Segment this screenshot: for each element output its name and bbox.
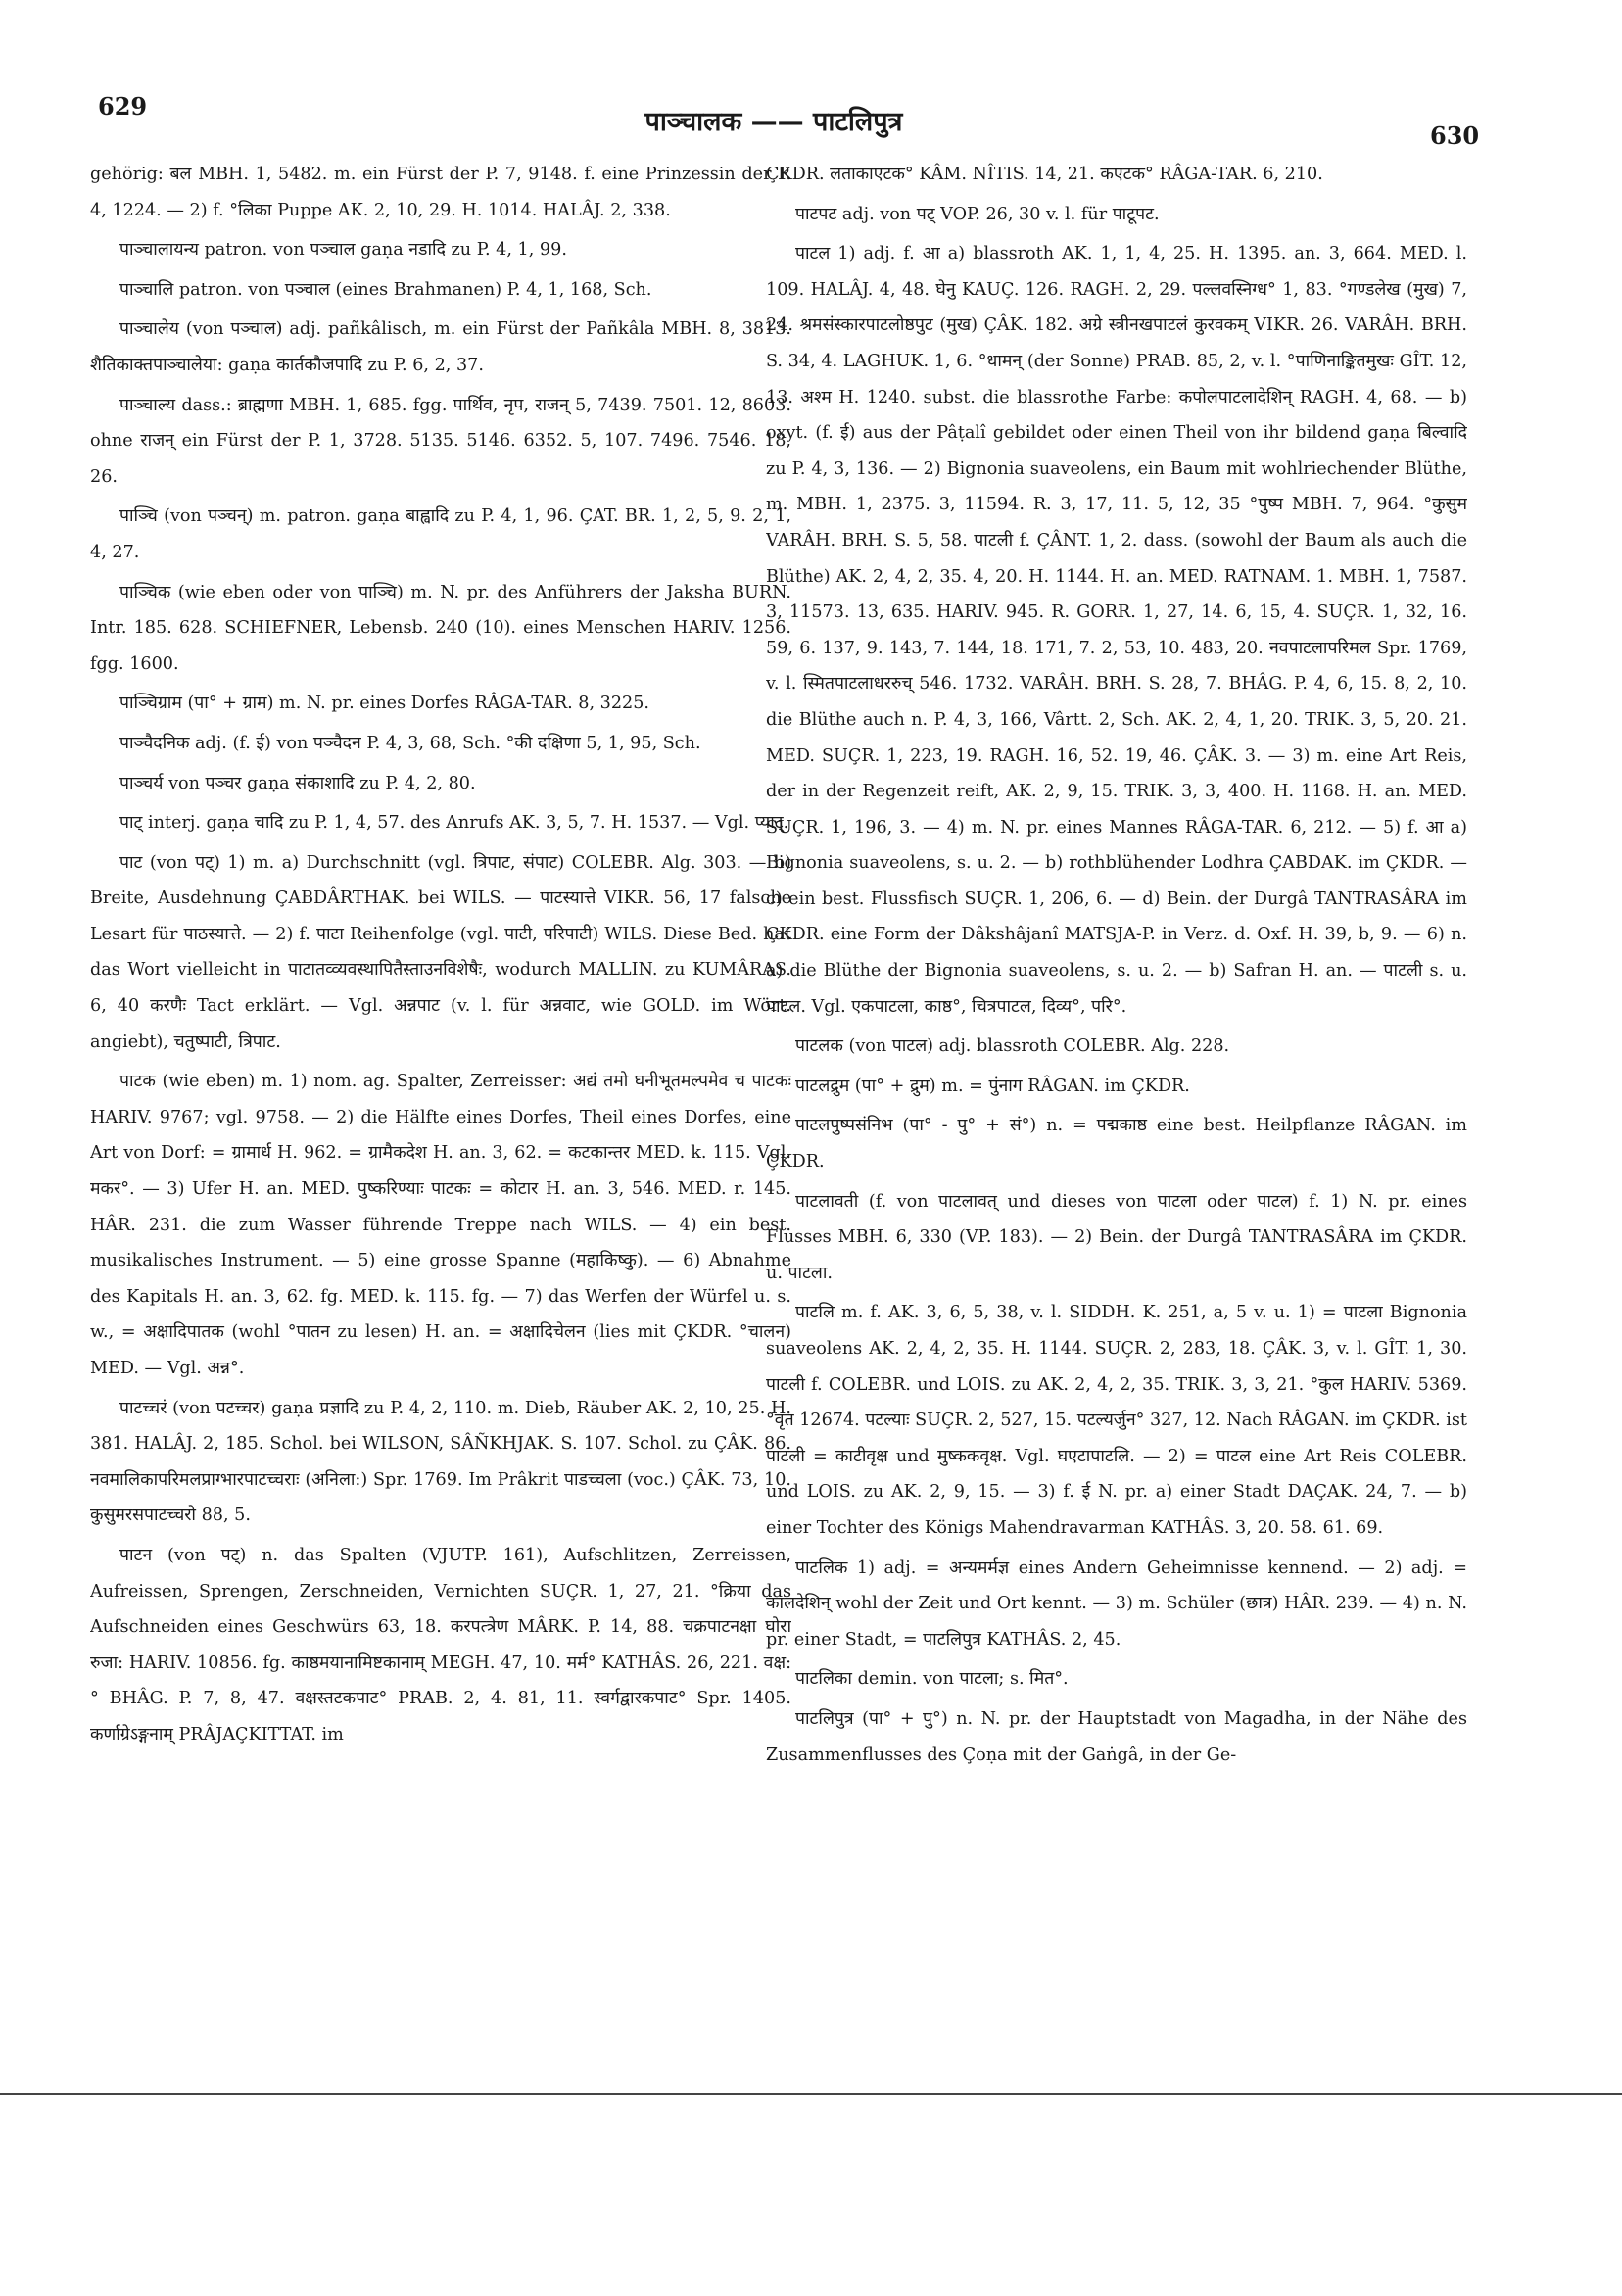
running-head: पाञ्चालक —— पाटलिपुत्र: [644, 107, 903, 137]
dictionary-entry: पाटल 1) adj. f. आ a) blassroth AK. 1, 1, 4, 25. H. 1395. an. 3, 664. MED. l. 109. HALÂJ. 4, 48. घेनु KAUÇ. 126. RAGH. 2, 29. पल्लवस्निग्ध° 1, 83. °गण्डलेख (मुख) 7, 24. श्रमसंस्कारपाटलोष्ठपुट (मुख) ÇÂK. 182. अग्रे स्त्रीनखपाटलं कुरवकम् VIKR. 26. VARÂH. BRH. S. 34, 4. LAGHUK. 1, 6. °धामन् (der Sonne) PRAB. 85, 2, v. l. °पाणिनाङ्कितमुखः GÎT. 12, 13. अश्म H. 1240. subst. die blassrothe Farbe: कपोलपाटलादेशिन् RAGH. 4, 68. — b) oxyt. (f. ई) aus der Pâṭalî gebildet oder einen Theil von ihr bildend gaṇa बिल्वादि zu P. 4, 3, 136. — 2) Bignonia suaveolens, ein Baum mit wohlriechender Blüthe, m. MBH. 1, 2375. 3, 11594. R. 3, 17, 11. 5, 12, 35 °पुष्प MBH. 7, 964. °कुसुम VARÂH. BRH. S. 5, 58. पाटली f. ÇÂNT. 1, 2. dass. (sowohl der Baum als auch die Blüthe) AK. 2, 4, 2, 35. 4, 20. H. 1144. H. an. MED. RATNAM. 1. MBH. 1, 7587. 3, 11573. 13, 635. HARIV. 945. R. GORR. 1, 27, 14. 6, 15, 4. SUÇR. 1, 32, 16. 59, 6. 137, 9. 143, 7. 144, 18. 171, 7. 2, 53, 10. 483, 20. नवपाटलापरिमल Spr. 1769, v. l. स्मितपाटलाधररुच् 546. 1732. VARÂH. BRH. S. 28, 7. BHÂG. P. 4, 6, 15. 8, 2, 10. die Blüthe auch n. P. 4, 3, 166, Vârtt. 2, Sch. AK. 2, 4, 1, 20. TRIK. 3, 5, 20. 21. MED. SUÇR. 1, 223, 19. RAGH. 16, 52. 19, 46. ÇÂK. 3. — 3) m. eine Art Reis, der in der Regenzeit reift, AK. 2, 9, 15. TRIK. 3, 3, 400. H. 1168. H. an. MED. SUÇR. 1, 196, 3. — 4) m. N. pr. eines Mannes RÂGA-TAR. 6, 212. — 5) f. आ a) Bignonia suaveolens, s. u. 2. — b) rothblühender Lodhra ÇABDAK. im ÇKDR. — c) ein best. Flussfisch SUÇR. 1, 206, 6. — d) Bein. der Durgâ TANTRASÂRA im ÇKDR. eine Form der Dâkshâjanî MATSJA-P. in Verz. d. Oxf. H. 39, b, 9. — 6) n. a) die Blüthe der Bignonia suaveolens, s. u. 2. — b) Safran H. an. — पाटली s. u. पाटल. Vgl. एकपाटला, काष्ठ°, चित्रपाटल, दिव्य°, परि°.: [766, 244, 1467, 1017]
dictionary-entry: पाटलक (von पाटल) adj. blassroth COLEBR. Alg. 228.: [795, 1036, 1230, 1057]
page-number-right: 630: [1430, 121, 1480, 150]
dictionary-entry: पाञ्चिग्राम (पा° + ग्राम) m. N. pr. eines Dorfes RÂGA-TAR. 8, 3225.: [119, 694, 650, 714]
dictionary-entry: पाञ्चर्य von पञ्चर gaṇa संकाशादि zu P. 4, 2, 80.: [119, 773, 476, 793]
bottom-rule: [0, 2093, 1622, 2095]
dictionary-entry: पाञ्चि (von पञ्चन्) m. patron. gaṇa बाह्वादि zu P. 4, 1, 96. ÇAT. BR. 1, 2, 5, 9. 2, 1, 4, 27.: [90, 506, 791, 562]
dictionary-entry: पाटच्चरं (von पटच्चर) gaṇa प्रज्ञादि zu P. 4, 2, 110. m. Dieb, Räuber AK. 2, 10, 25. H. 381. HALÂJ. 2, 185. Schol. bei WILSON, SÂÑKHJAK. S. 107. Schol. zu ÇÂK. 86. नवमालिकापरिमलप्राग्भारपाटच्चराः (अनिला:) Spr. 1769. Im Prâkrit पाडच्चला (voc.) ÇÂK. 73, 10. कुसुमरसपाटच्चरो 88, 5.: [90, 1398, 791, 1526]
dictionary-entry: पाटलपुष्पसंनिभ (पा° - पु° + सं°) n. = पद्मकाष्ठ eine best. Heilpflanze RÂGAN. im ÇKDR.: [766, 1116, 1467, 1172]
dictionary-entry: पाटन (von पट्) n. das Spalten (VJUTP. 161), Aufschlitzen, Zerreissen, Aufreissen, Sprengen, Zerschneiden, Vernichten SUÇR. 1, 27, 21. °क्रिया das Aufschneiden eines Geschwürs 63, 18. करपत्त्रेण MÂRK. P. 14, 88. चक्रपाटनक्षा घोरा रुजा: HARIV. 10856. fg. काष्ठमयानामिष्टकानाम् MEGH. 47, 10. मर्म° KATHÂS. 26, 221. वक्ष:° BHÂG. P. 7, 8, 47. वक्षस्तटकपाट° PRAB. 2, 4. 81, 11. स्वर्गद्वारकपाट° Spr. 1405. कर्णाग्रेऽङ्गनाम् PRÂJAÇKITTAT. im: [90, 1545, 791, 1745]
dictionary-entry: पाट (von पट्) 1) m. a) Durchschnitt (vgl. त्रिपाट, संपाट) COLEBR. Alg. 303. — b) Breite, Ausdehnung ÇABDÂRTHAK. bei WILS. — पाटस्यात्ते VIKR. 56, 17 falsche Lesart für पाठस्यात्ते. — 2) f. पाटा Reihenfolge (vgl. पाटी, परिपाटी) WILS. Diese Bed. hat das Wort vielleicht in पाटातव्व्यवस्थापितैस्ताउनविशेषैः, wodurch MALLIN. zu KUMÂRAS. 6, 40 करणैः Tact erklärt. — Vgl. अन्नपाट (v. l. für अन्नवाट, wie GOLD. im Wört. angiebt), चतुष्पाटी, त्रिपाट.: [90, 852, 791, 1052]
dictionary-entry: पाटलिक 1) adj. = अन्यमर्मज्ञ eines Andern Geheimnisse kennend. — 2) adj. = कालदेशिन् wohl der Zeit und Ort kennt. — 3) m. Schüler (छात्र) HÂR. 239. — 4) n. N. pr. einer Stadt, = पाटलिपुत्र KATHÂS. 2, 45.: [766, 1557, 1467, 1650]
dictionary-entry: पाञ्चैदनिक adj. (f. ई) von पञ्चैदन P. 4, 3, 68, Sch. °की दक्षिणा 5, 1, 95, Sch.: [119, 733, 701, 753]
dictionary-entry: ÇKDR. लताकाएटक° KÂM. NÎTIS. 14, 21. कएटक° RÂGA-TAR. 6, 210.: [766, 165, 1323, 184]
dictionary-entry: पाञ्चाल्य dass.: ब्राह्मणा MBH. 1, 685. fgg. पार्थिव, नृप, राजन् 5, 7439. 7501. 12, 8603. ohne राजन् ein Fürst der P. 1, 3728. 5135. 5146. 6352. 5, 107. 7496. 7546. 18, 26.: [90, 395, 791, 487]
dictionary-entry: पाट् interj. gaṇa चादि zu P. 1, 4, 57. des Anrufs AK. 3, 5, 7. H. 1537. — Vgl. प्याट्.: [119, 813, 789, 834]
dictionary-entry: पाञ्चालेय (von पञ्चाल) adj. pañkâlisch, m. ein Fürst der Pañkâla MBH. 8, 3813. शैतिकाक्तपाञ्चालेया: gaṇa कार्तकौजपादि zu P. 6, 2, 37.: [90, 319, 791, 375]
page-number-left: 629: [98, 92, 148, 120]
dictionary-entry: पाटक (wie eben) m. 1) nom. ag. Spalter, Zerreisser: अद्यं तमो घनीभूतमल्पमेव च पाटकः HARIV. 9767; vgl. 9758. — 2) die Hälfte eines Dorfes, Theil eines Dorfes, eine Art von Dorf: = ग्रामार्ध H. 962. = ग्रामैकदेश H. an. 3, 62. = कटकान्तर MED. k. 115. Vgl. मकर°. — 3) Ufer H. an. MED. पुष्करिण्याः पाटकः = कोटार H. an. 3, 546. MED. r. 145. HÂR. 231. die zum Wasser führende Treppe nach WILS. — 4) ein best. musikalisches Instrument. — 5) eine grosse Spanne (महाकिष्कु). — 6) Abnahme des Kapitals H. an. 3, 62. fg. MED. k. 115. fg. — 7) das Werfen der Würfel u. s. w., = अक्षादिपातक (wohl °पातन zu lesen) H. an. = अक्षादिचेलन (lies mit ÇKDR. °चालन) MED. — Vgl. अन्न°.: [90, 1072, 791, 1378]
dictionary-entry: पाटलिका demin. von पाटला; s. मित°.: [795, 1669, 1069, 1690]
dictionary-entry: पाटपट adj. von पट् VOP. 26, 30 v. l. für पाटूपट.: [795, 204, 1160, 224]
dictionary-entry: पाञ्चालि patron. von पञ्चाल (eines Brahmanen) P. 4, 1, 168, Sch.: [119, 279, 652, 300]
dictionary-entry: पाटलिपुत्र (पा° + पु°) n. N. pr. der Hauptstadt von Magadha, in der Nähe des Zusammenflusses des Çoṇa mit der Gaṅgâ, in der Ge-: [766, 1708, 1467, 1765]
dictionary-entry: पाञ्चिक (wie eben oder von पाञ्चि) m. N. pr. des Anführers der Jaksha BURN. Intr. 185. 628. SCHIEFNER, Lebensb. 240 (10). eines Menschen HARIV. 1256. fgg. 1600.: [90, 582, 791, 674]
right-column: [766, 157, 1467, 2037]
left-column: [90, 157, 791, 2037]
dictionary-entry: पाटलावती (f. von पाटलावत् und dieses von पाटला oder पाटल) f. 1) N. pr. eines Flusses MBH. 6, 330 (VP. 183). — 2) Bein. der Durgâ TANTRASÂRA im ÇKDR. u. पाटला.: [766, 1191, 1467, 1283]
dictionary-entry: पाटलद्रुम (पा° + द्रुम) m. = पुंनाग RÂGAN. im ÇKDR.: [795, 1076, 1190, 1096]
dictionary-entry: पाटलि m. f. AK. 3, 6, 5, 38, v. l. SIDDH. K. 251, a, 5 v. u. 1) = पाटला Bignonia suaveolens AK. 2, 4, 2, 35. H. 1144. SUÇR. 2, 283, 18. ÇÂK. 3, v. l. GÎT. 1, 30. पाटली f. COLEBR. und LOIS. zu AK. 2, 4, 2, 35. TRIK. 3, 3, 21. °कुल HARIV. 5369. °वृत 12674. पटल्याः SUÇR. 2, 527, 15. पटल्यर्जुन° 327, 12. Nach RÂGAN. im ÇKDR. ist पाटली = काटीवृक्ष und मुष्ककवृक्ष. Vgl. घएटापाटलि. — 2) = पाटल eine Art Reis COLEBR. und LOIS. zu AK. 2, 9, 15. — 3) f. ई N. pr. a) einer Stadt DAÇAK. 24, 7. — b) einer Tochter des Königs Mahendravarman KATHÂS. 3, 20. 58. 61. 69.: [766, 1303, 1467, 1538]
dictionary-entry: gehörig: बल MBH. 1, 5482. m. ein Fürst der P. 7, 9148. f. eine Prinzessin der P. 4, 1224. — 2) f. °लिका Puppe AK. 2, 10, 29. H. 1014. HALÂJ. 2, 338.: [90, 165, 791, 220]
dictionary-entry: पाञ्चालायन्य patron. von पञ्चाल gaṇa नडादि zu P. 4, 1, 99.: [119, 240, 567, 261]
